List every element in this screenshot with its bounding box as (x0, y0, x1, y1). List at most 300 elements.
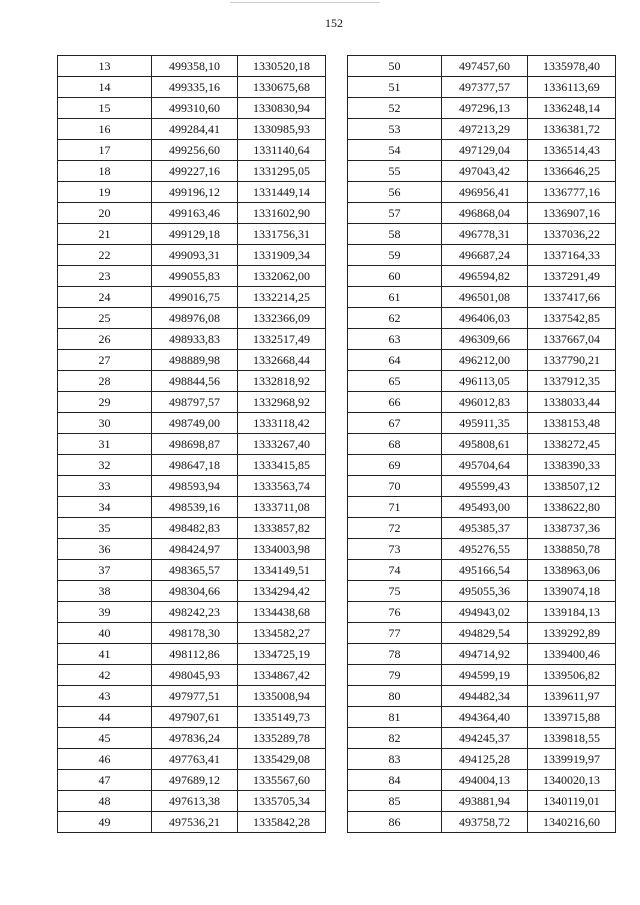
table-row (348, 707, 616, 728)
y-coordinate-cell: 1334294,42 (238, 581, 326, 602)
y-coordinate-cell: 1335149,73 (238, 707, 326, 728)
point-number-cell: 16 (58, 119, 152, 140)
table-row (58, 350, 326, 371)
y-coordinate-cell: 1335842,28 (238, 812, 326, 833)
coordinates-table-right (347, 55, 616, 833)
table-row (348, 686, 616, 707)
x-coordinate-cell: 496012,83 (442, 392, 528, 413)
point-number-cell: 51 (348, 77, 442, 98)
y-coordinate-cell: 1340216,60 (528, 812, 616, 833)
y-coordinate-cell: 1333711,08 (238, 497, 326, 518)
y-coordinate-cell: 1339919,97 (528, 749, 616, 770)
point-number-cell: 71 (348, 497, 442, 518)
point-number-cell: 18 (58, 161, 152, 182)
table-row (348, 770, 616, 791)
table-row (58, 581, 326, 602)
table-row (348, 812, 616, 833)
y-coordinate-cell: 1334725,19 (238, 644, 326, 665)
table-row (58, 161, 326, 182)
point-number-cell: 75 (348, 581, 442, 602)
x-coordinate-cell: 499227,16 (152, 161, 238, 182)
y-coordinate-cell: 1331140,64 (238, 140, 326, 161)
y-coordinate-cell: 1336514,43 (528, 140, 616, 161)
x-coordinate-cell: 496309,66 (442, 329, 528, 350)
x-coordinate-cell: 496956,41 (442, 182, 528, 203)
table-row (58, 791, 326, 812)
x-coordinate-cell: 493758,72 (442, 812, 528, 833)
x-coordinate-cell: 495599,43 (442, 476, 528, 497)
top-rule (230, 2, 380, 3)
point-number-cell: 27 (58, 350, 152, 371)
x-coordinate-cell: 499358,10 (152, 56, 238, 77)
y-coordinate-cell: 1337790,21 (528, 350, 616, 371)
table-row (58, 812, 326, 833)
x-coordinate-cell: 496113,05 (442, 371, 528, 392)
x-coordinate-cell: 497907,61 (152, 707, 238, 728)
y-coordinate-cell: 1337912,35 (528, 371, 616, 392)
table-row (58, 287, 326, 308)
table-row (348, 308, 616, 329)
table-row (348, 644, 616, 665)
table-row (58, 98, 326, 119)
point-number-cell: 70 (348, 476, 442, 497)
table-row (58, 224, 326, 245)
point-number-cell: 46 (58, 749, 152, 770)
point-number-cell: 28 (58, 371, 152, 392)
point-number-cell: 78 (348, 644, 442, 665)
table-row (348, 749, 616, 770)
y-coordinate-cell: 1338963,06 (528, 560, 616, 581)
point-number-cell: 57 (348, 203, 442, 224)
y-coordinate-cell: 1335008,94 (238, 686, 326, 707)
point-number-cell: 30 (58, 413, 152, 434)
table-row (348, 581, 616, 602)
y-coordinate-cell: 1335978,40 (528, 56, 616, 77)
point-number-cell: 21 (58, 224, 152, 245)
x-coordinate-cell: 495276,55 (442, 539, 528, 560)
x-coordinate-cell: 495493,00 (442, 497, 528, 518)
y-coordinate-cell: 1339506,82 (528, 665, 616, 686)
point-number-cell: 62 (348, 308, 442, 329)
point-number-cell: 45 (58, 728, 152, 749)
y-coordinate-cell: 1338737,36 (528, 518, 616, 539)
point-number-cell: 19 (58, 182, 152, 203)
x-coordinate-cell: 498698,87 (152, 434, 238, 455)
x-coordinate-cell: 496406,03 (442, 308, 528, 329)
y-coordinate-cell: 1338850,78 (528, 539, 616, 560)
x-coordinate-cell: 498797,57 (152, 392, 238, 413)
y-coordinate-cell: 1330675,68 (238, 77, 326, 98)
y-coordinate-cell: 1336381,72 (528, 119, 616, 140)
x-coordinate-cell: 495166,54 (442, 560, 528, 581)
table-row (348, 77, 616, 98)
y-coordinate-cell: 1335567,60 (238, 770, 326, 791)
y-coordinate-cell: 1332968,92 (238, 392, 326, 413)
y-coordinate-cell: 1334438,68 (238, 602, 326, 623)
point-number-cell: 80 (348, 686, 442, 707)
table-row (58, 728, 326, 749)
y-coordinate-cell: 1338390,33 (528, 455, 616, 476)
point-number-cell: 39 (58, 602, 152, 623)
y-coordinate-cell: 1333118,42 (238, 413, 326, 434)
table-row (348, 203, 616, 224)
table-row (58, 497, 326, 518)
y-coordinate-cell: 1332062,00 (238, 266, 326, 287)
x-coordinate-cell: 496778,31 (442, 224, 528, 245)
point-number-cell: 85 (348, 791, 442, 812)
x-coordinate-cell: 499196,12 (152, 182, 238, 203)
x-coordinate-cell: 499256,60 (152, 140, 238, 161)
x-coordinate-cell: 498889,98 (152, 350, 238, 371)
x-coordinate-cell: 498933,83 (152, 329, 238, 350)
table-row (58, 749, 326, 770)
y-coordinate-cell: 1331756,31 (238, 224, 326, 245)
point-number-cell: 29 (58, 392, 152, 413)
x-coordinate-cell: 498178,30 (152, 623, 238, 644)
y-coordinate-cell: 1331449,14 (238, 182, 326, 203)
point-number-cell: 14 (58, 77, 152, 98)
point-number-cell: 81 (348, 707, 442, 728)
x-coordinate-cell: 495911,35 (442, 413, 528, 434)
table-row (348, 119, 616, 140)
point-number-cell: 37 (58, 560, 152, 581)
point-number-cell: 13 (58, 56, 152, 77)
x-coordinate-cell: 499163,46 (152, 203, 238, 224)
table-row (348, 791, 616, 812)
table-row (348, 287, 616, 308)
x-coordinate-cell: 499310,60 (152, 98, 238, 119)
table-row (348, 455, 616, 476)
point-number-cell: 33 (58, 476, 152, 497)
y-coordinate-cell: 1339611,97 (528, 686, 616, 707)
y-coordinate-cell: 1337667,04 (528, 329, 616, 350)
point-number-cell: 56 (348, 182, 442, 203)
point-number-cell: 73 (348, 539, 442, 560)
y-coordinate-cell: 1334003,98 (238, 539, 326, 560)
table-row (58, 518, 326, 539)
y-coordinate-cell: 1338507,12 (528, 476, 616, 497)
x-coordinate-cell: 498365,57 (152, 560, 238, 581)
table-row (58, 644, 326, 665)
point-number-cell: 72 (348, 518, 442, 539)
x-coordinate-cell: 494482,34 (442, 686, 528, 707)
x-coordinate-cell: 496594,82 (442, 266, 528, 287)
table-row (58, 665, 326, 686)
table-row (348, 245, 616, 266)
x-coordinate-cell: 495385,37 (442, 518, 528, 539)
table-row (348, 56, 616, 77)
point-number-cell: 38 (58, 581, 152, 602)
y-coordinate-cell: 1331602,90 (238, 203, 326, 224)
table-row (58, 140, 326, 161)
x-coordinate-cell: 494004,13 (442, 770, 528, 791)
table-row (58, 308, 326, 329)
y-coordinate-cell: 1337291,49 (528, 266, 616, 287)
y-coordinate-cell: 1332818,92 (238, 371, 326, 392)
x-coordinate-cell: 496501,08 (442, 287, 528, 308)
x-coordinate-cell: 497213,29 (442, 119, 528, 140)
y-coordinate-cell: 1333267,40 (238, 434, 326, 455)
table-row (58, 707, 326, 728)
table-row (348, 665, 616, 686)
x-coordinate-cell: 494364,40 (442, 707, 528, 728)
x-coordinate-cell: 498424,97 (152, 539, 238, 560)
y-coordinate-cell: 1336907,16 (528, 203, 616, 224)
x-coordinate-cell: 497836,24 (152, 728, 238, 749)
table-row (58, 371, 326, 392)
table-row (348, 140, 616, 161)
y-coordinate-cell: 1333857,82 (238, 518, 326, 539)
y-coordinate-cell: 1339292,89 (528, 623, 616, 644)
point-number-cell: 76 (348, 602, 442, 623)
x-coordinate-cell: 498976,08 (152, 308, 238, 329)
y-coordinate-cell: 1337036,22 (528, 224, 616, 245)
table-row (348, 329, 616, 350)
point-number-cell: 31 (58, 434, 152, 455)
point-number-cell: 61 (348, 287, 442, 308)
table-row (348, 413, 616, 434)
x-coordinate-cell: 494829,54 (442, 623, 528, 644)
table-row (348, 182, 616, 203)
point-number-cell: 35 (58, 518, 152, 539)
point-number-cell: 66 (348, 392, 442, 413)
x-coordinate-cell: 498304,66 (152, 581, 238, 602)
x-coordinate-cell: 499093,31 (152, 245, 238, 266)
point-number-cell: 74 (348, 560, 442, 581)
table-row (58, 770, 326, 791)
point-number-cell: 77 (348, 623, 442, 644)
x-coordinate-cell: 495704,64 (442, 455, 528, 476)
table-row (348, 371, 616, 392)
x-coordinate-cell: 497977,51 (152, 686, 238, 707)
point-number-cell: 36 (58, 539, 152, 560)
table-row (58, 413, 326, 434)
table-row (348, 434, 616, 455)
point-number-cell: 67 (348, 413, 442, 434)
x-coordinate-cell: 494714,92 (442, 644, 528, 665)
point-number-cell: 68 (348, 434, 442, 455)
x-coordinate-cell: 498112,86 (152, 644, 238, 665)
x-coordinate-cell: 498844,56 (152, 371, 238, 392)
y-coordinate-cell: 1335289,78 (238, 728, 326, 749)
table-row (348, 98, 616, 119)
y-coordinate-cell: 1336777,16 (528, 182, 616, 203)
point-number-cell: 15 (58, 98, 152, 119)
point-number-cell: 20 (58, 203, 152, 224)
table-row (348, 350, 616, 371)
table-row (58, 560, 326, 581)
x-coordinate-cell: 497377,57 (442, 77, 528, 98)
point-number-cell: 64 (348, 350, 442, 371)
x-coordinate-cell: 498749,00 (152, 413, 238, 434)
x-coordinate-cell: 494125,28 (442, 749, 528, 770)
y-coordinate-cell: 1339715,88 (528, 707, 616, 728)
point-number-cell: 22 (58, 245, 152, 266)
y-coordinate-cell: 1340119,01 (528, 791, 616, 812)
y-coordinate-cell: 1338272,45 (528, 434, 616, 455)
table-row (58, 476, 326, 497)
y-coordinate-cell: 1335705,34 (238, 791, 326, 812)
point-number-cell: 69 (348, 455, 442, 476)
point-number-cell: 82 (348, 728, 442, 749)
table-row (348, 539, 616, 560)
table-row (58, 392, 326, 413)
y-coordinate-cell: 1330830,94 (238, 98, 326, 119)
point-number-cell: 65 (348, 371, 442, 392)
point-number-cell: 79 (348, 665, 442, 686)
point-number-cell: 44 (58, 707, 152, 728)
point-number-cell: 42 (58, 665, 152, 686)
x-coordinate-cell: 497613,38 (152, 791, 238, 812)
table-row (58, 602, 326, 623)
table-row (58, 77, 326, 98)
y-coordinate-cell: 1336248,14 (528, 98, 616, 119)
y-coordinate-cell: 1334867,42 (238, 665, 326, 686)
point-number-cell: 84 (348, 770, 442, 791)
point-number-cell: 86 (348, 812, 442, 833)
y-coordinate-cell: 1334149,51 (238, 560, 326, 581)
point-number-cell: 55 (348, 161, 442, 182)
y-coordinate-cell: 1335429,08 (238, 749, 326, 770)
table-row (348, 497, 616, 518)
table-row (58, 623, 326, 644)
point-number-cell: 83 (348, 749, 442, 770)
y-coordinate-cell: 1332214,25 (238, 287, 326, 308)
y-coordinate-cell: 1336113,69 (528, 77, 616, 98)
y-coordinate-cell: 1332517,49 (238, 329, 326, 350)
y-coordinate-cell: 1338033,44 (528, 392, 616, 413)
x-coordinate-cell: 496212,00 (442, 350, 528, 371)
table-row (348, 392, 616, 413)
point-number-cell: 24 (58, 287, 152, 308)
x-coordinate-cell: 498539,16 (152, 497, 238, 518)
x-coordinate-cell: 498593,94 (152, 476, 238, 497)
point-number-cell: 59 (348, 245, 442, 266)
point-number-cell: 41 (58, 644, 152, 665)
x-coordinate-cell: 499335,16 (152, 77, 238, 98)
point-number-cell: 26 (58, 329, 152, 350)
x-coordinate-cell: 494943,02 (442, 602, 528, 623)
x-coordinate-cell: 497536,21 (152, 812, 238, 833)
x-coordinate-cell: 496687,24 (442, 245, 528, 266)
page-number: 152 (325, 16, 343, 30)
point-number-cell: 43 (58, 686, 152, 707)
table-row (58, 119, 326, 140)
x-coordinate-cell: 498647,18 (152, 455, 238, 476)
x-coordinate-cell: 498242,23 (152, 602, 238, 623)
table-row (58, 266, 326, 287)
table-row (348, 266, 616, 287)
x-coordinate-cell: 495808,61 (442, 434, 528, 455)
table-row (348, 161, 616, 182)
table-row (58, 56, 326, 77)
point-number-cell: 49 (58, 812, 152, 833)
y-coordinate-cell: 1339074,18 (528, 581, 616, 602)
y-coordinate-cell: 1339400,46 (528, 644, 616, 665)
x-coordinate-cell: 494599,19 (442, 665, 528, 686)
y-coordinate-cell: 1333563,74 (238, 476, 326, 497)
point-number-cell: 48 (58, 791, 152, 812)
y-coordinate-cell: 1332366,09 (238, 308, 326, 329)
point-number-cell: 52 (348, 98, 442, 119)
table-row (348, 560, 616, 581)
x-coordinate-cell: 497689,12 (152, 770, 238, 791)
table-row (58, 686, 326, 707)
table-row (58, 245, 326, 266)
point-number-cell: 17 (58, 140, 152, 161)
point-number-cell: 50 (348, 56, 442, 77)
point-number-cell: 47 (58, 770, 152, 791)
table-row (348, 602, 616, 623)
table-row (58, 539, 326, 560)
table-row (58, 455, 326, 476)
table-row (58, 182, 326, 203)
x-coordinate-cell: 493881,94 (442, 791, 528, 812)
y-coordinate-cell: 1337417,66 (528, 287, 616, 308)
y-coordinate-cell: 1330985,93 (238, 119, 326, 140)
point-number-cell: 32 (58, 455, 152, 476)
x-coordinate-cell: 495055,36 (442, 581, 528, 602)
coordinates-table-left (57, 55, 326, 833)
x-coordinate-cell: 498482,83 (152, 518, 238, 539)
point-number-cell: 58 (348, 224, 442, 245)
table-row (348, 476, 616, 497)
y-coordinate-cell: 1338153,48 (528, 413, 616, 434)
y-coordinate-cell: 1340020,13 (528, 770, 616, 791)
table-row (348, 518, 616, 539)
table-row (348, 224, 616, 245)
y-coordinate-cell: 1334582,27 (238, 623, 326, 644)
table-row (348, 728, 616, 749)
point-number-cell: 53 (348, 119, 442, 140)
y-coordinate-cell: 1331909,34 (238, 245, 326, 266)
x-coordinate-cell: 497763,41 (152, 749, 238, 770)
point-number-cell: 54 (348, 140, 442, 161)
y-coordinate-cell: 1337542,85 (528, 308, 616, 329)
table-row (58, 434, 326, 455)
point-number-cell: 23 (58, 266, 152, 287)
y-coordinate-cell: 1336646,25 (528, 161, 616, 182)
y-coordinate-cell: 1339818,55 (528, 728, 616, 749)
y-coordinate-cell: 1330520,18 (238, 56, 326, 77)
x-coordinate-cell: 499055,83 (152, 266, 238, 287)
y-coordinate-cell: 1339184,13 (528, 602, 616, 623)
y-coordinate-cell: 1333415,85 (238, 455, 326, 476)
y-coordinate-cell: 1331295,05 (238, 161, 326, 182)
table-row (348, 623, 616, 644)
x-coordinate-cell: 499284,41 (152, 119, 238, 140)
y-coordinate-cell: 1337164,33 (528, 245, 616, 266)
table-row (58, 329, 326, 350)
point-number-cell: 60 (348, 266, 442, 287)
point-number-cell: 25 (58, 308, 152, 329)
x-coordinate-cell: 499016,75 (152, 287, 238, 308)
x-coordinate-cell: 499129,18 (152, 224, 238, 245)
table-row (58, 203, 326, 224)
y-coordinate-cell: 1332668,44 (238, 350, 326, 371)
point-number-cell: 34 (58, 497, 152, 518)
y-coordinate-cell: 1338622,80 (528, 497, 616, 518)
x-coordinate-cell: 497129,04 (442, 140, 528, 161)
x-coordinate-cell: 497043,42 (442, 161, 528, 182)
x-coordinate-cell: 497296,13 (442, 98, 528, 119)
x-coordinate-cell: 494245,37 (442, 728, 528, 749)
x-coordinate-cell: 498045,93 (152, 665, 238, 686)
point-number-cell: 40 (58, 623, 152, 644)
x-coordinate-cell: 497457,60 (442, 56, 528, 77)
point-number-cell: 63 (348, 329, 442, 350)
x-coordinate-cell: 496868,04 (442, 203, 528, 224)
